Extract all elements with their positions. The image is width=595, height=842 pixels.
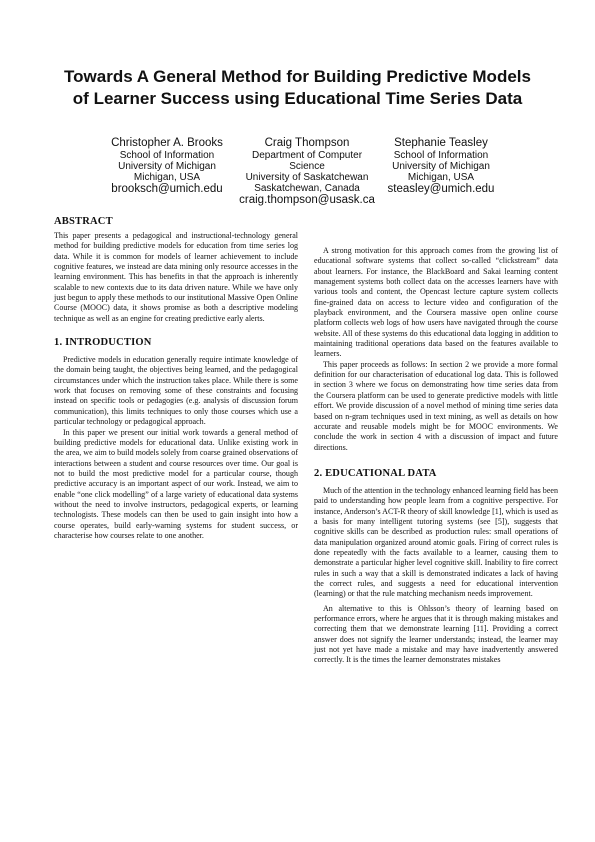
- abstract-text: This paper presents a pedagogical and instructional-technology general method for building predictive models for education from time series log data. While it is common for models of learner achievement to include cognitive features, we instead are data mining only resource accesses in the learning environment. This has benefits in that the approach is inherently scalable to new contexts due to its data driven nature. While we have only just begun to apply these methods to our institutional Massive Open Online Course (MOOC) data, it shows promise as both a descriptive modeling technique as well as an engine for creating predictive early alerts.: [54, 231, 298, 323]
- author-email: craig.thompson@usask.ca: [239, 194, 375, 206]
- intro-paragraph-4: This paper proceeds as follows: In section 2 we provide a more formal definition for our characterisation of educational log data. This is followed in section 3 where we focus on demonstrating how time series data from the Coursera platform can be used to generate predictive models with little effort. We provide discussion of a novel method of mining time series data based on n-gram techniques used in text mining, as well as details on how accurate and reusable models might be for MOOC environments. We conclude the work in section 4 with a discussion of impact and future directions.: [314, 359, 558, 452]
- left-column: [54, 215, 298, 541]
- author-affiliation: Saskatchewan, Canada: [254, 183, 360, 194]
- edu-paragraph-2: An alternative to this is Ohlsson’s theory of learning based on performance errors, where he argues that it is through making mistakes and correcting them that we demonstrate learning [11]. Providing a correct answer does not signify the learner understands; instead, the learner may just not yet have made a mistake and may have inadvertently answered correctly. It is the times the learner demonstrates mistakes: [314, 603, 558, 665]
- author-2: [232, 137, 382, 207]
- author-affiliation: Michigan, USA: [133, 172, 201, 183]
- author-affiliation: Michigan, USA: [407, 172, 475, 183]
- author-affiliation: University of Michigan: [392, 161, 490, 172]
- author-3: [366, 137, 516, 196]
- author-email: brooksch@umich.edu: [111, 183, 223, 195]
- author-affiliation: Department of Computer: [251, 150, 363, 161]
- author-affiliation: School of Information: [393, 150, 489, 161]
- author-name: Craig Thompson: [264, 137, 350, 149]
- title-line-2: of Learner Success using Educational Time Series Data: [72, 89, 523, 108]
- section-heading-introduction: 1. INTRODUCTION: [54, 337, 152, 349]
- title-line-1: Towards A General Method for Building Predictive Models: [64, 67, 531, 86]
- paper-title: [40, 66, 555, 110]
- section-heading-educational-data: 2. EDUCATIONAL DATA: [314, 467, 437, 479]
- author-affiliation: Science: [289, 161, 325, 172]
- intro-paragraph-3: A strong motivation for this approach comes from the growing list of educational software systems that collect so-called “clickstream” data about learners. For instance, the BlackBoard and Sakai learning content management systems both collect data on the accesses learners have with various tools and content, the Opencast lecture capture system collects fine-grained data on access to lecture video and configuration of the playback environment, and the Coursera massive open online course platform collects web logs of how users have navigated through the course website. All of these systems do this educational data logging in addition to maintaining traditional operations data based on the features available to learners.: [314, 246, 558, 359]
- right-column: [314, 246, 558, 666]
- author-affiliation: University of Saskatchewan: [245, 172, 369, 183]
- author-email: steasley@umich.edu: [387, 183, 495, 195]
- edu-paragraph-1: Much of the attention in the technology enhanced learning field has been paid to understanding how people learn from a cognitive perspective. For instance, Anderson’s ACT-R theory of skill knowledge [1], which is used as a basis for many intelligent tutoring systems (see [5]), suggests that cognitive skills can be described as production rules: small operations of data manipulation organized around atomic goals. Firing of correct rules is done repeatedly with the facts available to a learner, causing them to demonstrate a particular higher level cognitive skill. Inability to fire correct rules in such a way that a skill is demonstrated indicates a lack of having the correct rules, and suggests a need for educational intervention (learning) or that the rule matching mechanism needs improvement.: [314, 485, 558, 599]
- intro-paragraph-1: Predictive models in education generally require intimate knowledge of the domain being taught, the objectives being learned, and the pedagogical circumstances under which the instruction takes place. While there is some work that focuses on removing some of these constraints and focusing instead on specific tools or pedagogies (e.g. analysis of discussion forum communication), this limits techniques to only those courses which use a particular technology or pedagogical approach.: [54, 355, 298, 427]
- author-affiliation: University of Michigan: [118, 161, 216, 172]
- author-1: [92, 137, 242, 196]
- author-affiliation: School of Information: [119, 150, 215, 161]
- author-name: Stephanie Teasley: [394, 137, 488, 149]
- intro-paragraph-2: In this paper we present our initial work towards a general method of building predictive models for educational data. Unlike existing work in the area, we aim to build models solely from coarse grained observations of interactions between a student and course resources over time. Our goal is not to build the most predictive model for a particular course, though predictive accuracy is an important aspect of our work. Instead, we aim to enable “one click modelling” of a large variety of educational data systems without the need to involve instructors, pedagogical experts, or learning technologists. These models can then be used to gain insight into how a course operates, build early-warning systems for student success, or characterise how courses relate to one another.: [54, 427, 298, 540]
- abstract-heading: ABSTRACT: [54, 216, 113, 227]
- author-name: Christopher A. Brooks: [111, 137, 223, 149]
